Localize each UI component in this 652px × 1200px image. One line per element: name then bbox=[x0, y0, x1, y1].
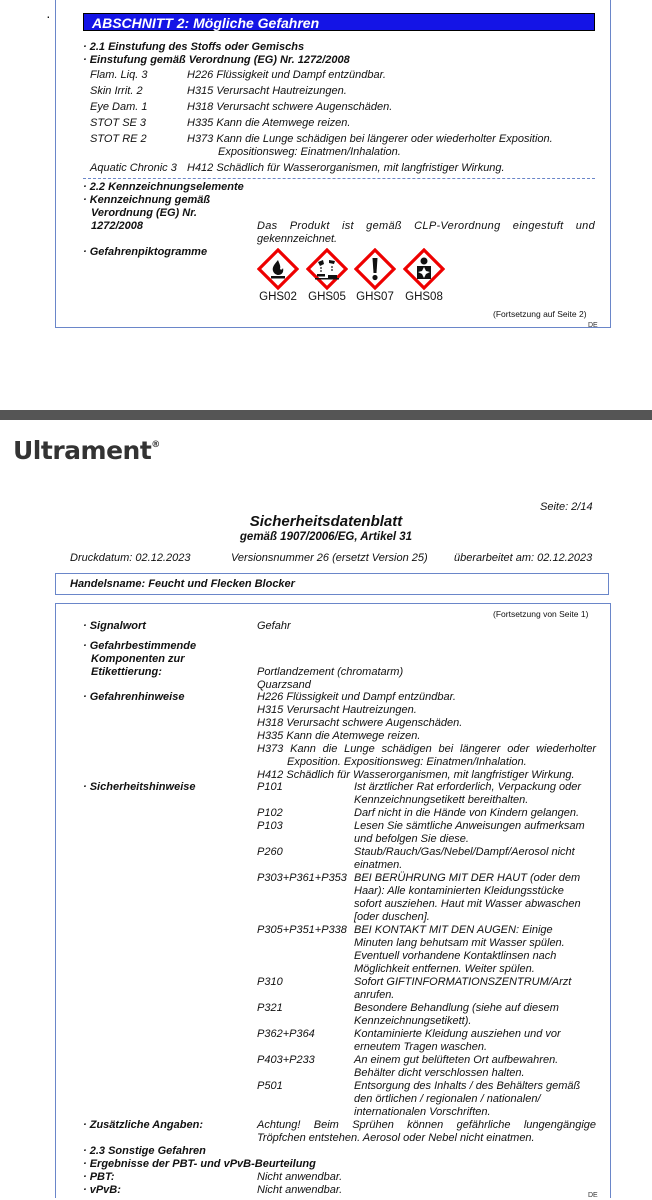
labelling-heading: 1272/2008 bbox=[91, 220, 143, 232]
page-number: Seite: 2/14 bbox=[540, 501, 593, 513]
p-text: Kennzeichnungsetikett). bbox=[354, 1015, 472, 1027]
pbt-value: Nicht anwendbar. bbox=[257, 1171, 343, 1183]
pictogram-code: GHS08 bbox=[405, 291, 443, 303]
corrosion-icon bbox=[306, 248, 348, 290]
document-subtitle: gemäß 1907/2006/EG, Artikel 31 bbox=[239, 531, 413, 543]
continuation-note: (Fortsetzung auf Seite 2) bbox=[493, 309, 587, 319]
precautionary-statements-label: · Sicherheitshinweise bbox=[83, 781, 196, 793]
p-code: P305+P351+P338 bbox=[257, 924, 347, 936]
hazard-statements-label: · Gefahrenhinweise bbox=[83, 691, 185, 703]
p-code: P260 bbox=[257, 846, 283, 858]
hazard-statement: H373 Kann die Lunge schädigen bei längerer oder wiederholter bbox=[257, 743, 596, 755]
component-item: Portlandzement (chromatarm) bbox=[257, 666, 404, 678]
language-code: DE bbox=[588, 322, 598, 329]
flame-icon bbox=[257, 248, 299, 290]
labelling-text: Das Produkt ist gemäß CLP-Verordnung eingestuft und bbox=[257, 220, 595, 232]
p-text: Staub/Rauch/Gas/Nebel/Dampf/Aerosol nicht bbox=[354, 846, 575, 858]
p-text: [oder duschen]. bbox=[354, 911, 430, 923]
section-2-1-heading: · 2.1 Einstufung des Stoffs oder Gemischs bbox=[83, 41, 305, 53]
p-text: Kennzeichnungsetikett bereithalten. bbox=[354, 794, 529, 806]
hazard-statement: H226 Flüssigkeit und Dampf entzündbar. bbox=[257, 691, 456, 703]
p-text: internationalen Vorschriften. bbox=[354, 1106, 491, 1118]
continued-note: (Fortsetzung von Seite 1) bbox=[493, 609, 589, 619]
version-number: Versionsnummer 26 (ersetzt Version 25) bbox=[231, 552, 428, 564]
p-text: Besondere Behandlung (siehe auf diesem bbox=[354, 1002, 559, 1014]
p-text: erneutem Tragen waschen. bbox=[354, 1041, 488, 1053]
p-code: P303+P361+P353 bbox=[257, 872, 347, 884]
p-text: Behälter dicht verschlossen halten. bbox=[354, 1067, 525, 1079]
p-text: Möglichkeit entfernen. Weiter spülen. bbox=[354, 963, 535, 975]
pictograms-label: · Gefahrenpiktogramme bbox=[83, 246, 208, 258]
p-text: Ist ärztlicher Rat erforderlich, Verpackung oder bbox=[354, 781, 582, 793]
class-text: H226 Flüssigkeit und Dampf entzündbar. bbox=[187, 69, 386, 81]
additional-info-text: Tröpfchen entstehen. Aerosol oder Nebel nicht einatmen. bbox=[257, 1132, 535, 1144]
class-text: H335 Kann die Atemwege reizen. bbox=[187, 117, 351, 129]
class-text: H373 Kann die Lunge schädigen bei längerer oder wiederholter Exposition. bbox=[187, 133, 553, 145]
brand-logo: Ultrament® bbox=[13, 436, 160, 465]
p-text: Darf nicht in die Hände von Kindern gelangen. bbox=[354, 807, 580, 819]
p-code: P362+P364 bbox=[257, 1028, 315, 1040]
components-label: · Gefahrbestimmende bbox=[83, 640, 197, 652]
margin-bullet: · bbox=[46, 8, 51, 24]
hazard-statement: Exposition. Expositionsweg: Einatmen/Inhalation. bbox=[287, 756, 527, 768]
exclamation-icon bbox=[354, 248, 396, 290]
class-code: STOT SE 3 bbox=[90, 117, 147, 129]
labelling-heading: · Kennzeichnung gemäß bbox=[83, 194, 211, 206]
p-code: P102 bbox=[257, 807, 283, 819]
p-text: sofort ausziehen. Haut mit Wasser abwaschen bbox=[354, 898, 581, 910]
class-code: STOT RE 2 bbox=[90, 133, 147, 145]
components-label: Komponenten zur bbox=[91, 653, 185, 665]
p-code: P501 bbox=[257, 1080, 283, 1092]
hazard-statement: H412 Schädlich für Wasserorganismen, mit langfristiger Wirkung. bbox=[257, 769, 575, 781]
signal-word-label: · Signalwort bbox=[83, 620, 146, 632]
p-text: Minuten lang behutsam mit Wasser spülen. bbox=[354, 937, 565, 949]
labelling-text: gekennzeichnet. bbox=[257, 233, 338, 245]
component-item: Quarzsand bbox=[257, 679, 311, 691]
pictogram-code: GHS05 bbox=[308, 291, 346, 303]
pictogram-code: GHS02 bbox=[259, 291, 297, 303]
classification-heading: · Einstufung gemäß Verordnung (EG) Nr. 1272/2008 bbox=[83, 54, 350, 66]
trade-name: Handelsname: Feucht und Flecken Blocker bbox=[70, 578, 295, 590]
pbt-heading: · Ergebnisse der PBT- und vPvB-Beurteilung bbox=[83, 1158, 316, 1170]
p-text: Kontaminierte Kleidung ausziehen und vor bbox=[354, 1028, 561, 1040]
class-code: Skin Irrit. 2 bbox=[90, 85, 143, 97]
vpvb-label: · vPvB: bbox=[83, 1184, 121, 1196]
document-title: Sicherheitsdatenblatt bbox=[249, 513, 403, 530]
class-code: Flam. Liq. 3 bbox=[90, 69, 148, 81]
p-code: P321 bbox=[257, 1002, 283, 1014]
p-text: BEI KONTAKT MIT DEN AUGEN: Einige bbox=[354, 924, 553, 936]
p-text: einatmen. bbox=[354, 859, 403, 871]
p-code: P310 bbox=[257, 976, 283, 988]
p-text: An einem gut belüfteten Ort aufbewahren. bbox=[354, 1054, 559, 1066]
class-text: H412 Schädlich für Wasserorganismen, mit langfristiger Wirkung. bbox=[187, 162, 505, 174]
p-text: den örtlichen / regionalen / nationalen/ bbox=[354, 1093, 541, 1105]
p-text: BEI BERÜHRUNG MIT DER HAUT (oder dem bbox=[354, 872, 581, 884]
additional-info-label: · Zusätzliche Angaben: bbox=[83, 1119, 203, 1131]
p-text: anrufen. bbox=[354, 989, 395, 1001]
hazard-statement: H318 Verursacht schwere Augenschäden. bbox=[257, 717, 463, 729]
print-date: Druckdatum: 02.12.2023 bbox=[70, 552, 191, 564]
p-code: P403+P233 bbox=[257, 1054, 315, 1066]
health-hazard-icon bbox=[403, 248, 445, 290]
p-code: P101 bbox=[257, 781, 283, 793]
section-2-2-heading: · 2.2 Kennzeichnungselemente bbox=[83, 181, 244, 193]
other-hazards-heading: · 2.3 Sonstige Gefahren bbox=[83, 1145, 206, 1157]
p-text: Sofort GIFTINFORMATIONSZENTRUM/Arzt bbox=[354, 976, 572, 988]
p-text: Lesen Sie sämtliche Anweisungen aufmerksam bbox=[354, 820, 585, 832]
p-text: Eventuell vorhandene Kontaktlinsen nach bbox=[354, 950, 557, 962]
p-text: und befolgen Sie diese. bbox=[354, 833, 469, 845]
labelling-heading: Verordnung (EG) Nr. bbox=[91, 207, 197, 219]
class-text-cont: Expositionsweg: Einatmen/Inhalation. bbox=[218, 146, 401, 158]
components-label: Etikettierung: bbox=[91, 666, 162, 678]
language-code: DE bbox=[588, 1192, 598, 1199]
class-code: Aquatic Chronic 3 bbox=[90, 162, 177, 174]
hazard-statement: H335 Kann die Atemwege reizen. bbox=[257, 730, 421, 742]
class-text: H315 Verursacht Hautreizungen. bbox=[187, 85, 347, 97]
p-text: Haar): Alle kontaminierten Kleidungsstücke bbox=[354, 885, 564, 897]
section-title: ABSCHNITT 2: Mögliche Gefahren bbox=[83, 13, 595, 31]
p-text: Entsorgung des Inhalts / des Behälters gemäß bbox=[354, 1080, 581, 1092]
hazard-statement: H315 Verursacht Hautreizungen. bbox=[257, 704, 417, 716]
vpvb-value: Nicht anwendbar. bbox=[257, 1184, 343, 1196]
class-code: Eye Dam. 1 bbox=[90, 101, 148, 113]
signal-word-value: Gefahr bbox=[257, 620, 291, 632]
p-code: P103 bbox=[257, 820, 283, 832]
pictogram-code: GHS07 bbox=[356, 291, 394, 303]
page-separator bbox=[0, 410, 652, 420]
dashed-divider bbox=[83, 178, 595, 179]
revision-date: überarbeitet am: 02.12.2023 bbox=[454, 552, 593, 564]
class-text: H318 Verursacht schwere Augenschäden. bbox=[187, 101, 393, 113]
additional-info-text: Achtung! Beim Sprühen können gefährliche lungengängige bbox=[257, 1119, 596, 1131]
pbt-label: · PBT: bbox=[83, 1171, 115, 1183]
